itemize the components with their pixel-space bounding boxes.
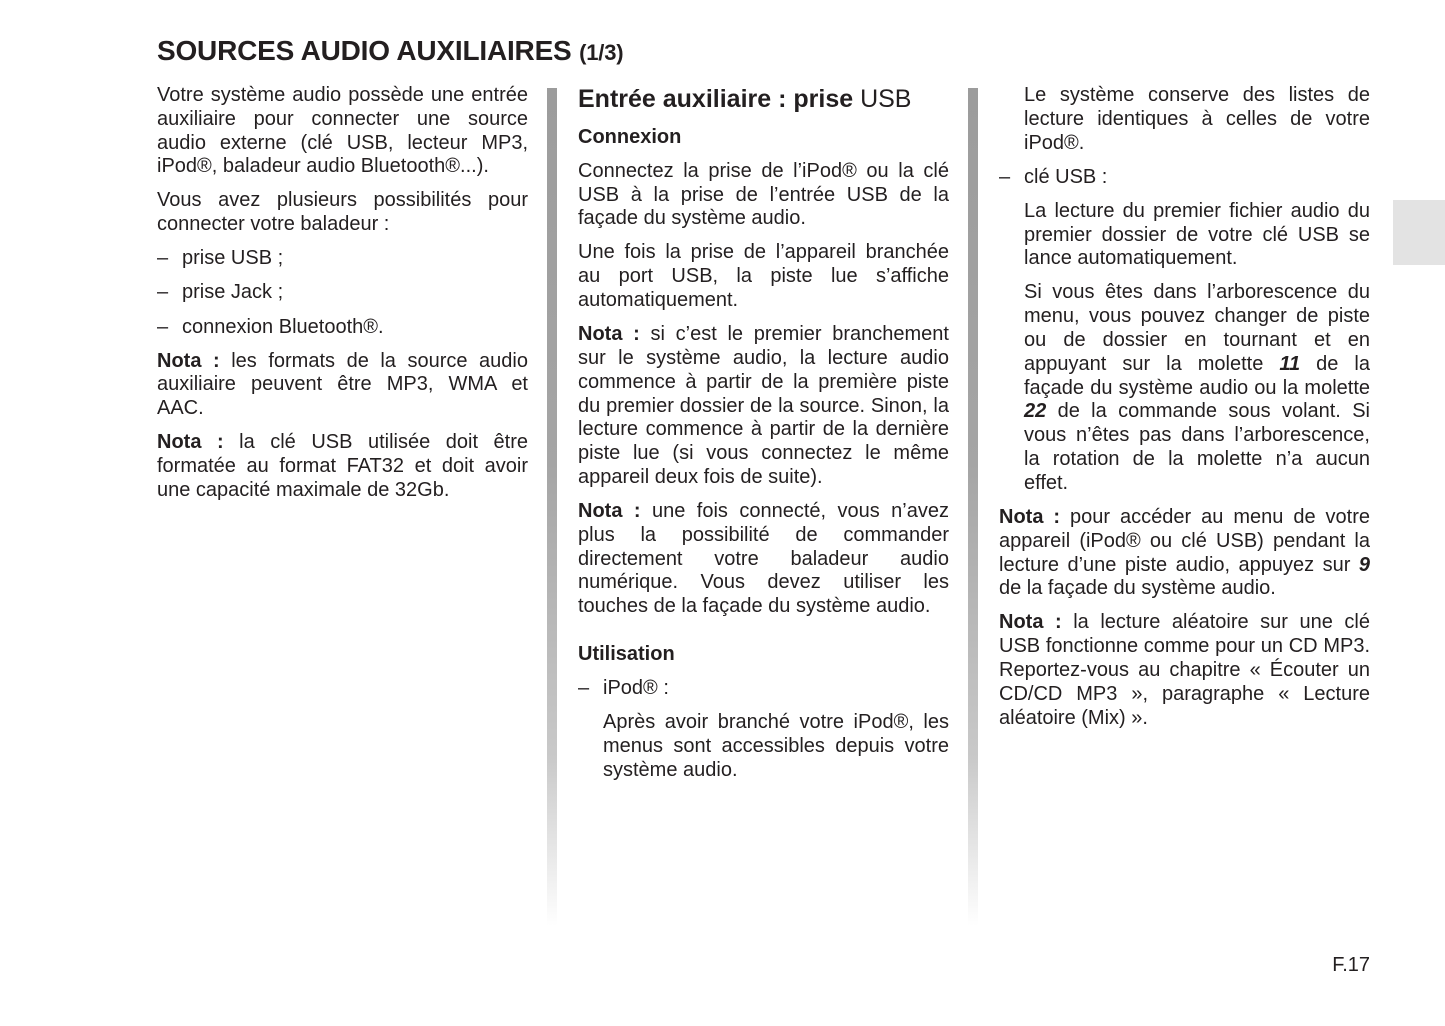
column-2 bbox=[578, 84, 949, 793]
list-item-text: clé USB : bbox=[1024, 165, 1108, 188]
usb-paragraph: La lecture du premier fichier audio du premier dossier de votre clé USB se lance automatiquement. bbox=[1024, 199, 1370, 270]
connexion-paragraph: Une fois la prise de l’appareil branchée au port USB, la piste lue s’affiche automatiquement. bbox=[578, 241, 949, 312]
nota-text: la clé USB utilisée doit être formatée au format FAT32 et doit avoir une capacité maximale de 32Gb. bbox=[157, 431, 528, 501]
list-item-text: prise Jack ; bbox=[182, 281, 284, 304]
page-title-suffix: (1/3) bbox=[579, 40, 624, 65]
connexion-heading: Connexion bbox=[578, 126, 682, 148]
list-item-text: prise USB ; bbox=[182, 247, 284, 270]
list-item-text: connexion Bluetooth®. bbox=[182, 315, 384, 338]
nota-label: Nota : bbox=[578, 500, 641, 523]
list-item bbox=[157, 247, 528, 271]
nota-text: pour accéder au menu de votre appareil (iPod® ou clé USB) pendant la lecture d’une piste audio, appuyez sur bbox=[999, 505, 1370, 576]
nota-paragraph bbox=[999, 506, 1370, 601]
nota-label: Nota : bbox=[999, 505, 1061, 528]
column-divider-2 bbox=[968, 88, 978, 926]
list-item-text: iPod® : bbox=[603, 676, 669, 699]
ipod-lists-paragraph: Le système conserve des listes de lecture identiques à celles de votre iPod®. bbox=[1024, 84, 1370, 154]
nota-text: la lecture aléatoire sur une clé USB fonctionne comme pour un CD MP3. Reportez-vous au chapitre « Écouter un CD/CD MP3 », paragraphe « Lecture aléatoire (Mix) ». bbox=[999, 611, 1370, 729]
section-heading bbox=[578, 84, 949, 114]
nota-paragraph bbox=[578, 500, 949, 619]
nota-text: une fois connecté, vous n’avez plus la possibilité de commander directement votre baladeur audio numérique. Vous devez utiliser les touches de la façade du système audio. bbox=[578, 500, 949, 618]
nota-paragraph bbox=[578, 323, 949, 490]
page-title-main: SOURCES AUDIO AUXILIAIRES bbox=[157, 35, 572, 66]
reference-number: 9 bbox=[1358, 553, 1370, 576]
dash-bullet: – bbox=[157, 281, 169, 304]
dash-bullet: – bbox=[157, 247, 169, 270]
section-heading-bold: Entrée auxiliaire : prise bbox=[578, 85, 854, 113]
nota-text: de la façade du système audio. bbox=[999, 577, 1276, 600]
reference-number: 22 bbox=[1024, 400, 1047, 423]
reference-number: 11 bbox=[1279, 352, 1301, 375]
possibilities-paragraph: Vous avez plusieurs possibilités pour connecter votre baladeur : bbox=[157, 189, 528, 236]
ipod-paragraph: Après avoir branché votre iPod®, les menus sont accessibles depuis votre système audio. bbox=[603, 710, 949, 781]
column-divider-1 bbox=[547, 88, 557, 926]
section-heading-plain: USB bbox=[860, 85, 912, 113]
page-number: F.17 bbox=[1332, 954, 1370, 976]
nota-label: Nota : bbox=[578, 323, 640, 346]
column-3 bbox=[999, 84, 1370, 741]
nota-paragraph bbox=[999, 611, 1370, 730]
utilisation-heading: Utilisation bbox=[578, 643, 675, 666]
dash-bullet: – bbox=[157, 315, 169, 338]
connexion-paragraph: Connectez la prise de l’iPod® ou la clé USB à la prise de l’entrée USB de la façade du système audio. bbox=[578, 159, 949, 230]
usb-text: Si vous êtes dans l’arborescence du menu, vous pouvez changer de piste ou de dossier en tournant et en appuyant sur la molette bbox=[1024, 281, 1370, 375]
nota-paragraph bbox=[157, 431, 528, 502]
dash-bullet: – bbox=[578, 676, 590, 699]
nota-label: Nota : bbox=[157, 349, 220, 372]
usb-text: de la façade du système audio ou la molette bbox=[1024, 352, 1370, 399]
usb-paragraph bbox=[999, 281, 1370, 495]
nota-text: si c’est le premier branchement sur le système audio, la lecture audio commence à partir de la première piste du premier dossier de la source. Sinon, la lecture commence à partir de la dernière piste lue (si vous connectez le même appareil deux fois de suite). bbox=[578, 323, 949, 488]
column-1 bbox=[157, 84, 528, 513]
intro-paragraph: Votre système audio possède une entrée auxiliaire pour connecter une source audio externe (clé USB, lecteur MP3, iPod®, baladeur audio Bluetooth®...). bbox=[157, 84, 528, 178]
nota-text: les formats de la source audio auxiliaire peuvent être MP3, WMA et AAC. bbox=[157, 349, 528, 420]
list-item bbox=[578, 677, 949, 701]
page-title bbox=[157, 33, 623, 71]
list-item bbox=[999, 166, 1370, 190]
chapter-tab bbox=[1393, 200, 1445, 265]
nota-label: Nota : bbox=[999, 611, 1062, 634]
dash-bullet: – bbox=[999, 165, 1011, 188]
nota-paragraph bbox=[157, 350, 528, 421]
usb-text: de la commande sous volant. Si vous n’êtes pas dans l’arborescence, la rotation de la molette n’a aucun effet. bbox=[1024, 400, 1370, 494]
nota-label: Nota : bbox=[157, 431, 224, 454]
list-item bbox=[157, 316, 528, 340]
list-item bbox=[157, 281, 528, 305]
